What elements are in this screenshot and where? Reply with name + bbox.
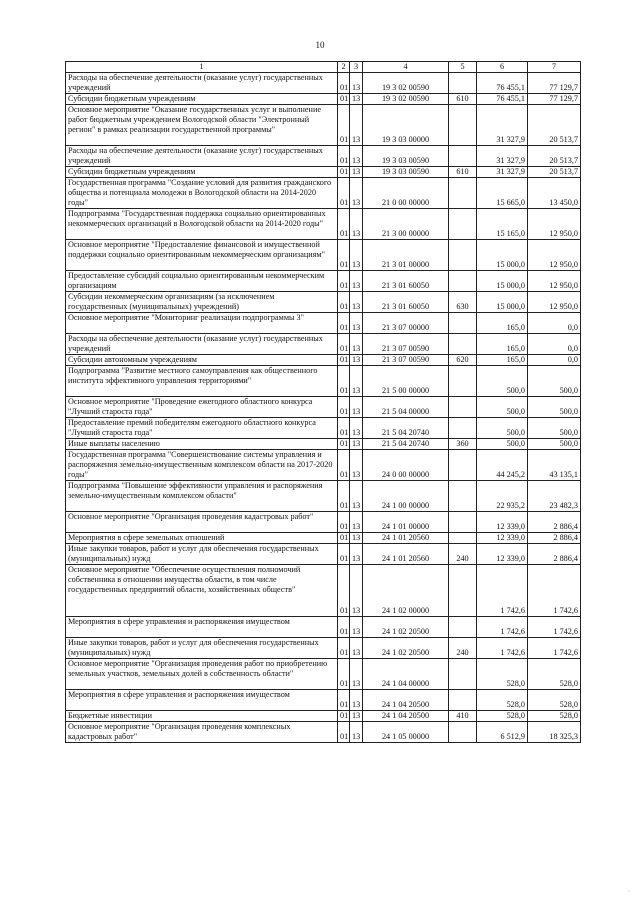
row-subsection: 13 [350, 659, 363, 690]
table-row [66, 366, 581, 397]
row-amount-year-1: 31 327,9 [477, 167, 528, 178]
header-cell-year-1: 6 [477, 62, 528, 73]
row-expense-type [449, 512, 477, 533]
row-section: 01 [338, 167, 350, 178]
row-amount-year-1: 76 455,1 [477, 73, 528, 94]
row-subsection: 13 [350, 313, 363, 334]
row-subsection: 13 [350, 722, 363, 743]
row-expense-type [449, 690, 477, 711]
table-row [66, 638, 581, 659]
row-amount-year-2: 500,0 [528, 397, 581, 418]
row-expense-type: 360 [449, 439, 477, 450]
row-target-code: 19 3 03 00590 [363, 167, 449, 178]
row-expense-type [449, 271, 477, 292]
table-row [66, 533, 581, 544]
row-name: Основное мероприятие "Организация проведения работ по приобретению земельных участков, земельных долей в собственность области" [66, 659, 338, 690]
row-amount-year-1: 165,0 [477, 355, 528, 366]
row-subsection: 13 [350, 209, 363, 240]
row-expense-type [449, 565, 477, 617]
row-target-code: 24 1 02 00000 [363, 565, 449, 617]
table-row [66, 105, 581, 146]
row-subsection: 13 [350, 334, 363, 355]
row-name: Подпрограмма "Развитие местного самоуправления как общественного института эффективного управления территориями" [66, 366, 338, 397]
row-amount-year-1: 1 742,6 [477, 565, 528, 617]
row-target-code: 21 3 07 00000 [363, 313, 449, 334]
table-row [66, 439, 581, 450]
row-amount-year-1: 31 327,9 [477, 105, 528, 146]
row-expense-type: 410 [449, 711, 477, 722]
row-section: 01 [338, 73, 350, 94]
row-section: 01 [338, 240, 350, 271]
row-expense-type: 630 [449, 292, 477, 313]
row-subsection: 13 [350, 292, 363, 313]
row-target-code: 21 0 00 00000 [363, 178, 449, 209]
row-amount-year-2: 12 950,0 [528, 209, 581, 240]
row-amount-year-1: 6 512,9 [477, 722, 528, 743]
row-expense-type: 240 [449, 544, 477, 565]
row-name: Мероприятия в сфере земельных отношений [66, 533, 338, 544]
row-name: Субсидии автономным учреждениям [66, 355, 338, 366]
row-name: Расходы на обеспечение деятельности (оказание услуг) государственных учреждений [66, 334, 338, 355]
row-section: 01 [338, 711, 350, 722]
row-target-code: 21 5 04 00000 [363, 397, 449, 418]
row-subsection: 13 [350, 355, 363, 366]
row-amount-year-1: 15 000,0 [477, 292, 528, 313]
edge-mark: · [628, 889, 630, 895]
header-cell-target-code: 4 [363, 62, 449, 73]
table-row [66, 240, 581, 271]
row-expense-type [449, 178, 477, 209]
table-row [66, 418, 581, 439]
row-name: Основное мероприятие "Обеспечение осуществления полномочий собственника в отношении имущества области, в том числе государственных предприятий области, хозяйственных обществ" [66, 565, 338, 617]
row-name: Предоставление премий победителям ежегодного областного конкурса "Лучший староста года" [66, 418, 338, 439]
row-expense-type [449, 366, 477, 397]
row-amount-year-1: 528,0 [477, 659, 528, 690]
table-row [66, 209, 581, 240]
row-section: 01 [338, 512, 350, 533]
row-subsection: 13 [350, 638, 363, 659]
row-subsection: 13 [350, 167, 363, 178]
row-amount-year-2: 23 482,3 [528, 481, 581, 512]
row-target-code: 24 1 02 20500 [363, 638, 449, 659]
row-expense-type [449, 209, 477, 240]
row-subsection: 13 [350, 439, 363, 450]
row-subsection: 13 [350, 512, 363, 533]
row-expense-type: 610 [449, 94, 477, 105]
table-row [66, 146, 581, 167]
row-amount-year-2: 1 742,6 [528, 638, 581, 659]
row-amount-year-2: 1 742,6 [528, 617, 581, 638]
row-expense-type [449, 397, 477, 418]
row-target-code: 24 1 01 20560 [363, 533, 449, 544]
row-section: 01 [338, 355, 350, 366]
row-amount-year-1: 1 742,6 [477, 638, 528, 659]
header-cell-expense-type: 5 [449, 62, 477, 73]
header-cell-name: 1 [66, 62, 338, 73]
row-subsection: 13 [350, 617, 363, 638]
row-target-code: 24 1 01 20560 [363, 544, 449, 565]
row-name: Расходы на обеспечение деятельности (оказание услуг) государственных учреждений [66, 146, 338, 167]
row-subsection: 13 [350, 105, 363, 146]
header-cell-section: 2 [338, 62, 350, 73]
row-target-code: 21 5 04 20740 [363, 439, 449, 450]
row-expense-type [449, 73, 477, 94]
row-target-code: 24 1 04 20500 [363, 690, 449, 711]
row-expense-type [449, 105, 477, 146]
row-target-code: 24 1 00 00000 [363, 481, 449, 512]
table-row [66, 722, 581, 743]
row-expense-type: 240 [449, 638, 477, 659]
row-name: Субсидии бюджетным учреждениям [66, 94, 338, 105]
row-subsection: 13 [350, 94, 363, 105]
table-row [66, 659, 581, 690]
table-row [66, 711, 581, 722]
table-row [66, 271, 581, 292]
row-amount-year-2: 12 950,0 [528, 240, 581, 271]
row-section: 01 [338, 690, 350, 711]
table-row [66, 544, 581, 565]
row-amount-year-1: 500,0 [477, 397, 528, 418]
row-amount-year-2: 2 886,4 [528, 533, 581, 544]
row-amount-year-2: 20 513,7 [528, 167, 581, 178]
row-expense-type [449, 481, 477, 512]
row-name: Основное мероприятие "Оказание государственных услуг и выполнение работ бюджетным учреждением Вологодской области "Электронный регион" в рамках реализации государственной программы" [66, 105, 338, 146]
row-expense-type [449, 313, 477, 334]
row-amount-year-2: 20 513,7 [528, 146, 581, 167]
row-amount-year-1: 12 339,0 [477, 512, 528, 533]
table-row [66, 94, 581, 105]
row-section: 01 [338, 397, 350, 418]
row-name: Основное мероприятие "Организация проведения комплексных кадастровых работ" [66, 722, 338, 743]
row-subsection: 13 [350, 544, 363, 565]
row-expense-type [449, 617, 477, 638]
row-name: Иные выплаты населению [66, 439, 338, 450]
row-amount-year-2: 500,0 [528, 366, 581, 397]
row-amount-year-2: 0,0 [528, 334, 581, 355]
table-row [66, 481, 581, 512]
row-amount-year-2: 0,0 [528, 355, 581, 366]
row-section: 01 [338, 209, 350, 240]
row-section: 01 [338, 292, 350, 313]
row-target-code: 24 1 04 00000 [363, 659, 449, 690]
budget-table [65, 61, 581, 743]
row-amount-year-2: 20 513,7 [528, 105, 581, 146]
row-section: 01 [338, 366, 350, 397]
row-subsection: 13 [350, 533, 363, 544]
row-section: 01 [338, 178, 350, 209]
row-name: Субсидии бюджетным учреждениям [66, 167, 338, 178]
row-amount-year-1: 15 665,0 [477, 178, 528, 209]
table-row [66, 73, 581, 94]
row-target-code: 21 3 07 00590 [363, 334, 449, 355]
header-cell-subsection: 3 [350, 62, 363, 73]
row-expense-type [449, 659, 477, 690]
row-amount-year-2: 77 129,7 [528, 73, 581, 94]
row-subsection: 13 [350, 418, 363, 439]
row-amount-year-2: 0,0 [528, 313, 581, 334]
row-amount-year-1: 500,0 [477, 439, 528, 450]
row-subsection: 13 [350, 397, 363, 418]
row-subsection: 13 [350, 690, 363, 711]
row-target-code: 24 1 01 00000 [363, 512, 449, 533]
row-section: 01 [338, 313, 350, 334]
row-name: Основное мероприятие "Предоставление финансовой и имущественной поддержки социально ориентированным некоммерческим организациям" [66, 240, 338, 271]
table-row [66, 512, 581, 533]
row-section: 01 [338, 638, 350, 659]
row-target-code: 19 3 03 00590 [363, 146, 449, 167]
row-name: Предоставление субсидий социально ориентированным некоммерческим организациям [66, 271, 338, 292]
row-amount-year-1: 76 455,1 [477, 94, 528, 105]
row-target-code: 19 3 02 00590 [363, 94, 449, 105]
row-amount-year-2: 2 886,4 [528, 544, 581, 565]
table-row [66, 178, 581, 209]
row-section: 01 [338, 533, 350, 544]
row-amount-year-1: 528,0 [477, 690, 528, 711]
row-name: Подпрограмма "Повышение эффективности управления и распоряжения земельно-имущественным комплексом области" [66, 481, 338, 512]
row-expense-type: 610 [449, 167, 477, 178]
row-target-code: 21 3 01 00000 [363, 240, 449, 271]
row-section: 01 [338, 146, 350, 167]
row-section: 01 [338, 659, 350, 690]
row-amount-year-1: 15 000,0 [477, 240, 528, 271]
row-target-code: 21 3 01 60050 [363, 292, 449, 313]
row-section: 01 [338, 450, 350, 481]
row-target-code: 24 1 05 00000 [363, 722, 449, 743]
row-name: Иные закупки товаров, работ и услуг для обеспечения государственных (муниципальных) нужд [66, 638, 338, 659]
row-section: 01 [338, 617, 350, 638]
row-amount-year-2: 18 325,3 [528, 722, 581, 743]
row-subsection: 13 [350, 73, 363, 94]
row-expense-type [449, 533, 477, 544]
row-amount-year-2: 77 129,7 [528, 94, 581, 105]
row-section: 01 [338, 565, 350, 617]
row-section: 01 [338, 544, 350, 565]
row-amount-year-2: 12 950,0 [528, 292, 581, 313]
row-amount-year-1: 12 339,0 [477, 544, 528, 565]
row-amount-year-1: 22 935,2 [477, 481, 528, 512]
table-row [66, 292, 581, 313]
row-subsection: 13 [350, 481, 363, 512]
row-amount-year-2: 12 950,0 [528, 271, 581, 292]
row-name: Мероприятия в сфере управления и распоряжения имуществом [66, 690, 338, 711]
row-expense-type: 620 [449, 355, 477, 366]
row-subsection: 13 [350, 240, 363, 271]
table-row [66, 617, 581, 638]
row-name: Расходы на обеспечение деятельности (оказание услуг) государственных учреждений [66, 73, 338, 94]
row-section: 01 [338, 105, 350, 146]
row-name: Иные закупки товаров, работ и услуг для обеспечения государственных (муниципальных) нужд [66, 544, 338, 565]
table-header-row [66, 62, 581, 73]
row-subsection: 13 [350, 178, 363, 209]
row-amount-year-2: 528,0 [528, 690, 581, 711]
row-section: 01 [338, 481, 350, 512]
row-section: 01 [338, 418, 350, 439]
row-amount-year-2: 1 742,6 [528, 565, 581, 617]
table-row [66, 313, 581, 334]
row-name: Мероприятия в сфере управления и распоряжения имуществом [66, 617, 338, 638]
row-name: Бюджетные инвестиции [66, 711, 338, 722]
row-section: 01 [338, 94, 350, 105]
row-expense-type [449, 722, 477, 743]
table-row [66, 690, 581, 711]
row-subsection: 13 [350, 565, 363, 617]
table-row [66, 565, 581, 617]
table-row [66, 167, 581, 178]
row-expense-type [449, 450, 477, 481]
header-cell-year-2: 7 [528, 62, 581, 73]
row-section: 01 [338, 271, 350, 292]
row-target-code: 21 3 00 00000 [363, 209, 449, 240]
row-amount-year-2: 500,0 [528, 439, 581, 450]
row-amount-year-1: 500,0 [477, 418, 528, 439]
row-amount-year-1: 528,0 [477, 711, 528, 722]
row-subsection: 13 [350, 271, 363, 292]
row-amount-year-1: 1 742,6 [477, 617, 528, 638]
row-amount-year-2: 43 135,1 [528, 450, 581, 481]
row-amount-year-1: 15 000,0 [477, 271, 528, 292]
table-row [66, 334, 581, 355]
row-name: Субсидии некоммерческим организациям (за исключением государственных (муниципальных) учреждений) [66, 292, 338, 313]
row-amount-year-1: 44 245,2 [477, 450, 528, 481]
row-expense-type [449, 146, 477, 167]
row-amount-year-1: 12 339,0 [477, 533, 528, 544]
row-target-code: 21 5 00 00000 [363, 366, 449, 397]
row-target-code: 24 1 04 20500 [363, 711, 449, 722]
table-row [66, 397, 581, 418]
row-subsection: 13 [350, 711, 363, 722]
row-name: Государственная программа "Совершенствование системы управления и распоряжения земельно-имущественным комплексом области на 2017-2020 годы" [66, 450, 338, 481]
row-expense-type [449, 334, 477, 355]
row-amount-year-1: 31 327,9 [477, 146, 528, 167]
row-amount-year-1: 165,0 [477, 313, 528, 334]
row-amount-year-1: 500,0 [477, 366, 528, 397]
row-amount-year-2: 13 450,0 [528, 178, 581, 209]
row-name: Основное мероприятие "Проведение ежегодного областного конкурса "Лучший староста года" [66, 397, 338, 418]
row-subsection: 13 [350, 146, 363, 167]
row-name: Основное мероприятие "Организация проведения кадастровых работ" [66, 512, 338, 533]
row-target-code: 19 3 02 00590 [363, 73, 449, 94]
row-expense-type [449, 240, 477, 271]
row-name: Государственная программа "Создание условий для развития гражданского общества и потенциала молодежи в Вологодской области на 2014-2020 годы" [66, 178, 338, 209]
row-target-code: 24 0 00 00000 [363, 450, 449, 481]
row-amount-year-2: 528,0 [528, 659, 581, 690]
row-amount-year-2: 528,0 [528, 711, 581, 722]
row-amount-year-1: 165,0 [477, 334, 528, 355]
page-number: 10 [315, 40, 325, 50]
row-section: 01 [338, 722, 350, 743]
row-section: 01 [338, 334, 350, 355]
row-target-code: 21 3 01 60050 [363, 271, 449, 292]
row-target-code: 21 3 07 00590 [363, 355, 449, 366]
row-expense-type [449, 418, 477, 439]
row-name: Подпрограмма "Государственная поддержка социально ориентированных некоммерческих организаций в Вологодской области на 2014-2020 годы" [66, 209, 338, 240]
row-subsection: 13 [350, 450, 363, 481]
row-target-code: 24 1 02 20500 [363, 617, 449, 638]
table-row [66, 450, 581, 481]
row-target-code: 19 3 03 00000 [363, 105, 449, 146]
row-target-code: 21 5 04 20740 [363, 418, 449, 439]
table-row [66, 355, 581, 366]
row-amount-year-2: 500,0 [528, 418, 581, 439]
row-subsection: 13 [350, 366, 363, 397]
row-section: 01 [338, 439, 350, 450]
row-amount-year-1: 15 165,0 [477, 209, 528, 240]
row-name: Основное мероприятие "Мониторинг реализации подпрограммы 3" [66, 313, 338, 334]
row-amount-year-2: 2 886,4 [528, 512, 581, 533]
